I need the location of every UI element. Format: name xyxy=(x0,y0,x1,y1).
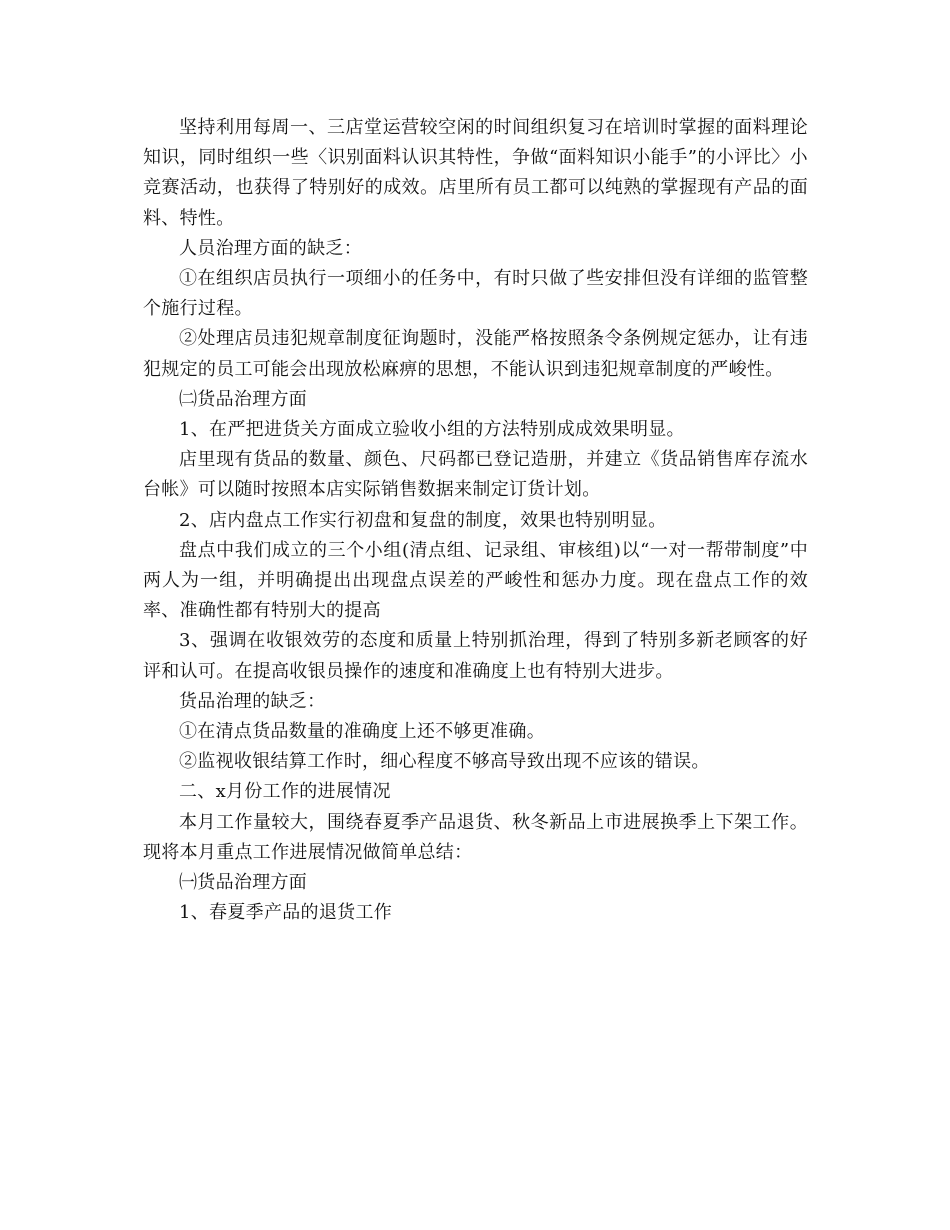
section-heading: ㈡货品治理方面 xyxy=(179,388,308,410)
paragraph: ①在组织店员执行一项细小的任务中，有时只做了些安排但没有详细的监管整个施行过程。 xyxy=(143,268,808,320)
paragraph: 人员治理方面的缺乏： xyxy=(179,237,362,259)
paragraph: 1、在严把进货关方面成立验收小组的方法特别成成效果明显。 xyxy=(179,419,685,441)
paragraph: 2、店内盘点工作实行初盘和复盘的制度，效果也特别明显。 xyxy=(179,509,667,531)
paragraph: 本月工作量较大，围绕春夏季产品退货、秋冬新品上市进展换季上下架工作。现将本月重点工作进展情况做简单总结： xyxy=(143,811,808,863)
section-heading: ㈠货品治理方面 xyxy=(179,872,308,894)
paragraph: 坚持利用每周一、三店堂运营较空闲的时间组织复习在培训时掌握的面料理论知识，同时组织一些〈识别面料认识其特性，争做“面料知识小能手”的小评比〉小竞赛活动，也获得了特别好的成效。店里所有员工都可以纯熟的掌握现有产品的面料、特性。 xyxy=(143,117,808,229)
paragraph: 3、强调在收银效劳的态度和质量上特别抓治理，得到了特别多新老顾客的好评和认可。在提高收银员操作的速度和准确度上也有特别大进步。 xyxy=(143,630,808,682)
paragraph: 货品治理的缺乏： xyxy=(179,690,326,712)
paragraph: ②处理店员违犯规章制度征询题时，没能严格按照条令条例规定惩办，让有违犯规定的员工可能会出现放松麻痹的思想，不能认识到违犯规章制度的严峻性。 xyxy=(143,328,808,380)
paragraph: ②监视收银结算工作时，细心程度不够高导致出现不应该的错误。 xyxy=(179,751,710,773)
paragraph: ①在清点货品数量的准确度上还不够更准确。 xyxy=(179,721,545,743)
paragraph: 1、春夏季产品的退货工作 xyxy=(179,902,393,924)
document-body xyxy=(143,113,808,928)
paragraph: 店里现有货品的数量、颜色、尺码都已登记造册，并建立《货品销售库存流水台帐》可以随时按照本店实际销售数据来制定订货计划。 xyxy=(143,449,808,501)
paragraph: 盘点中我们成立的三个小组(清点组、记录组、审核组)以“一对一帮带制度”中两人为一组，并明确提出出现盘点误差的严峻性和惩办力度。现在盘点工作的效率、准确性都有特别大的提高 xyxy=(143,539,808,622)
section-heading: 二、x月份工作的进展情况 xyxy=(179,781,391,803)
